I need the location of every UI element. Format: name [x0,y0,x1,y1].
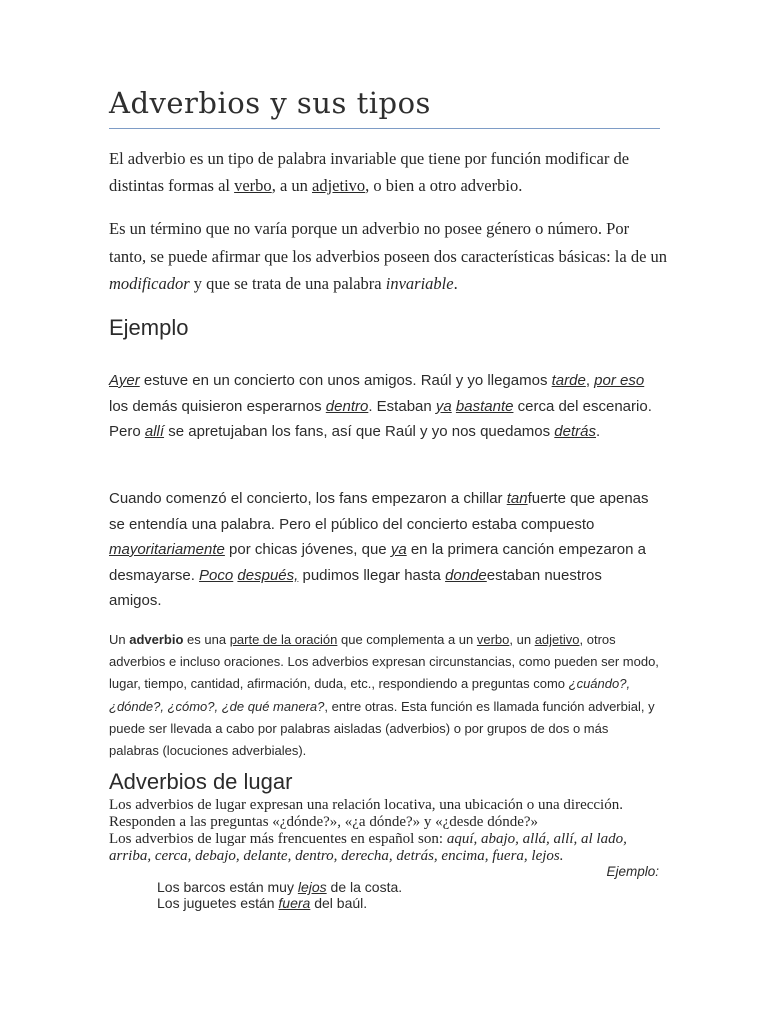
ex1-text-b: de la costa. [326,879,403,895]
ex2-text-b: del baúl. [310,895,368,911]
adverb-word: allí [144,423,165,440]
ejemplo1-text: se apretujaban los fans, así que Raúl y yo nos quedamos [164,423,555,440]
def-text: Un [109,632,130,647]
adverb-word: mayoritariamente [109,541,225,558]
ejemplo1-text: cerca del escenario. Pero [109,397,652,440]
def-questions: ¿cuándo?, ¿dónde?, ¿cómo?, ¿de qué manera? [109,676,631,714]
example-line-1 [157,879,402,895]
lugar-paragraph [109,797,669,865]
link-verbo-def[interactable]: verbo [476,632,510,647]
intro1-text-b: , a un [271,176,313,195]
def-text: , entre otras. Esta función es llamada función adverbial, y puede ser llevada a cabo por palabras aisladas (adverbios) o por grupos de dos o más palabras (locuciones adverbiales). [109,698,655,759]
adverb-word: por eso [594,372,645,389]
ejemplo1-text: los demás quisieron esperarnos [109,397,326,415]
ejemplo2-text: por chicas jóvenes, que [224,541,391,558]
link-verbo[interactable]: verbo [234,176,272,195]
title-underline-rule [109,128,660,129]
ejemplo1-text: , [585,372,595,389]
heading-ejemplo: Ejemplo [109,315,189,340]
adverb-word: tan [506,490,528,507]
intro1-text-a: El adverbio es un tipo de palabra invariable que tiene por función modificar de distintas formas al [109,149,630,195]
adverb-word: tarde [551,372,586,389]
ex1-text-a: Los barcos están muy [157,879,298,895]
def-text: , otros adverbios e incluso oraciones. Los adverbios expresan circunstancias, como pueden ser modo, lugar, tiempo, cantidad, afirmación, duda, etc., respondiendo a preguntas como [109,632,659,692]
link-adjetivo-def[interactable]: adjetivo [534,632,580,647]
ejemplo2-text: Cuando comenzó el concierto, los fans empezaron a chillar [109,490,507,507]
def-text: es una [183,632,230,647]
ejemplo-paragraph-1 [109,368,654,445]
lugar-text-2: Los adverbios de lugar más frencuentes en español son: [109,831,447,847]
heading-adverbios-de-lugar: Adverbios de lugar [109,769,293,794]
adverb-word: ya [435,397,452,415]
adverb-word: dentro [325,397,369,415]
def-text: que complementa a un [337,632,477,647]
link-parte-de-la-oracion[interactable]: parte de la oración [229,632,338,647]
ejemplo2-text: pudimos llegar hasta [298,566,446,584]
term-modificador: modificador [109,274,190,293]
ejemplo1-text: . [596,423,601,440]
ejemplo1-text: . Estaban [368,397,436,415]
intro-paragraph-1 [109,145,669,199]
ejemplo-label: Ejemplo: [606,864,659,879]
adverb-word: ya [390,541,407,558]
term-invariable: invariable [385,274,454,293]
adverb-word: fuera [278,895,311,911]
ejemplo2-text: fuerte que apenas se entendía una palabra. Pero el público del concierto estaba compuesto [109,490,649,533]
adverb-word: lejos [297,879,327,895]
ejemplo2-text: estaban nuestros amigos. [109,566,602,609]
adverb-word: Ayer [109,372,140,389]
link-adjetivo[interactable]: adjetivo [312,176,366,195]
page-title: Adverbios y sus tipos [109,86,431,120]
intro1-text-c: , o bien a otro adverbio. [365,176,523,195]
adverb-word: donde [445,566,487,584]
example-line-2 [157,895,367,911]
def-text: , un [509,632,535,647]
ex2-text-a: Los juguetes están [157,895,279,911]
lugar-adverb-list: aquí, abajo, allá, allí, al lado, arriba, cerca, debajo, delante, dentro, derecha, detrás, encima, fuera, lejos. [109,831,627,864]
intro2-text-a: Es un término que no varía porque un adverbio no posee género o número. Por tanto, se puede afirmar que los adverbios poseen dos características básicas: la de un [109,219,668,266]
adverb-word: detrás [554,423,596,440]
term-adverbio-bold: adverbio [129,632,184,647]
intro2-text-b: y que se trata de una palabra [189,274,386,293]
ejemplo-paragraph-2 [109,486,654,614]
definition-paragraph [109,629,659,762]
lugar-text-1: Los adverbios de lugar expresan una relación locativa, una ubicación o una dirección. Responden a las preguntas «¿dónde?», «¿a dónde?» y «¿desde dónde?» [109,797,623,830]
intro-paragraph-2 [109,215,669,298]
adverb-word: después, [237,566,299,584]
adverb-word: Poco [199,566,234,584]
adverb-word: bastante [455,397,514,415]
ejemplo2-text: en la primera canción empezaron a desmayarse. [109,541,646,584]
intro2-text-c: . [453,274,458,293]
ejemplo1-text: estuve en un concierto con unos amigos. Raúl y yo llegamos [139,372,552,389]
